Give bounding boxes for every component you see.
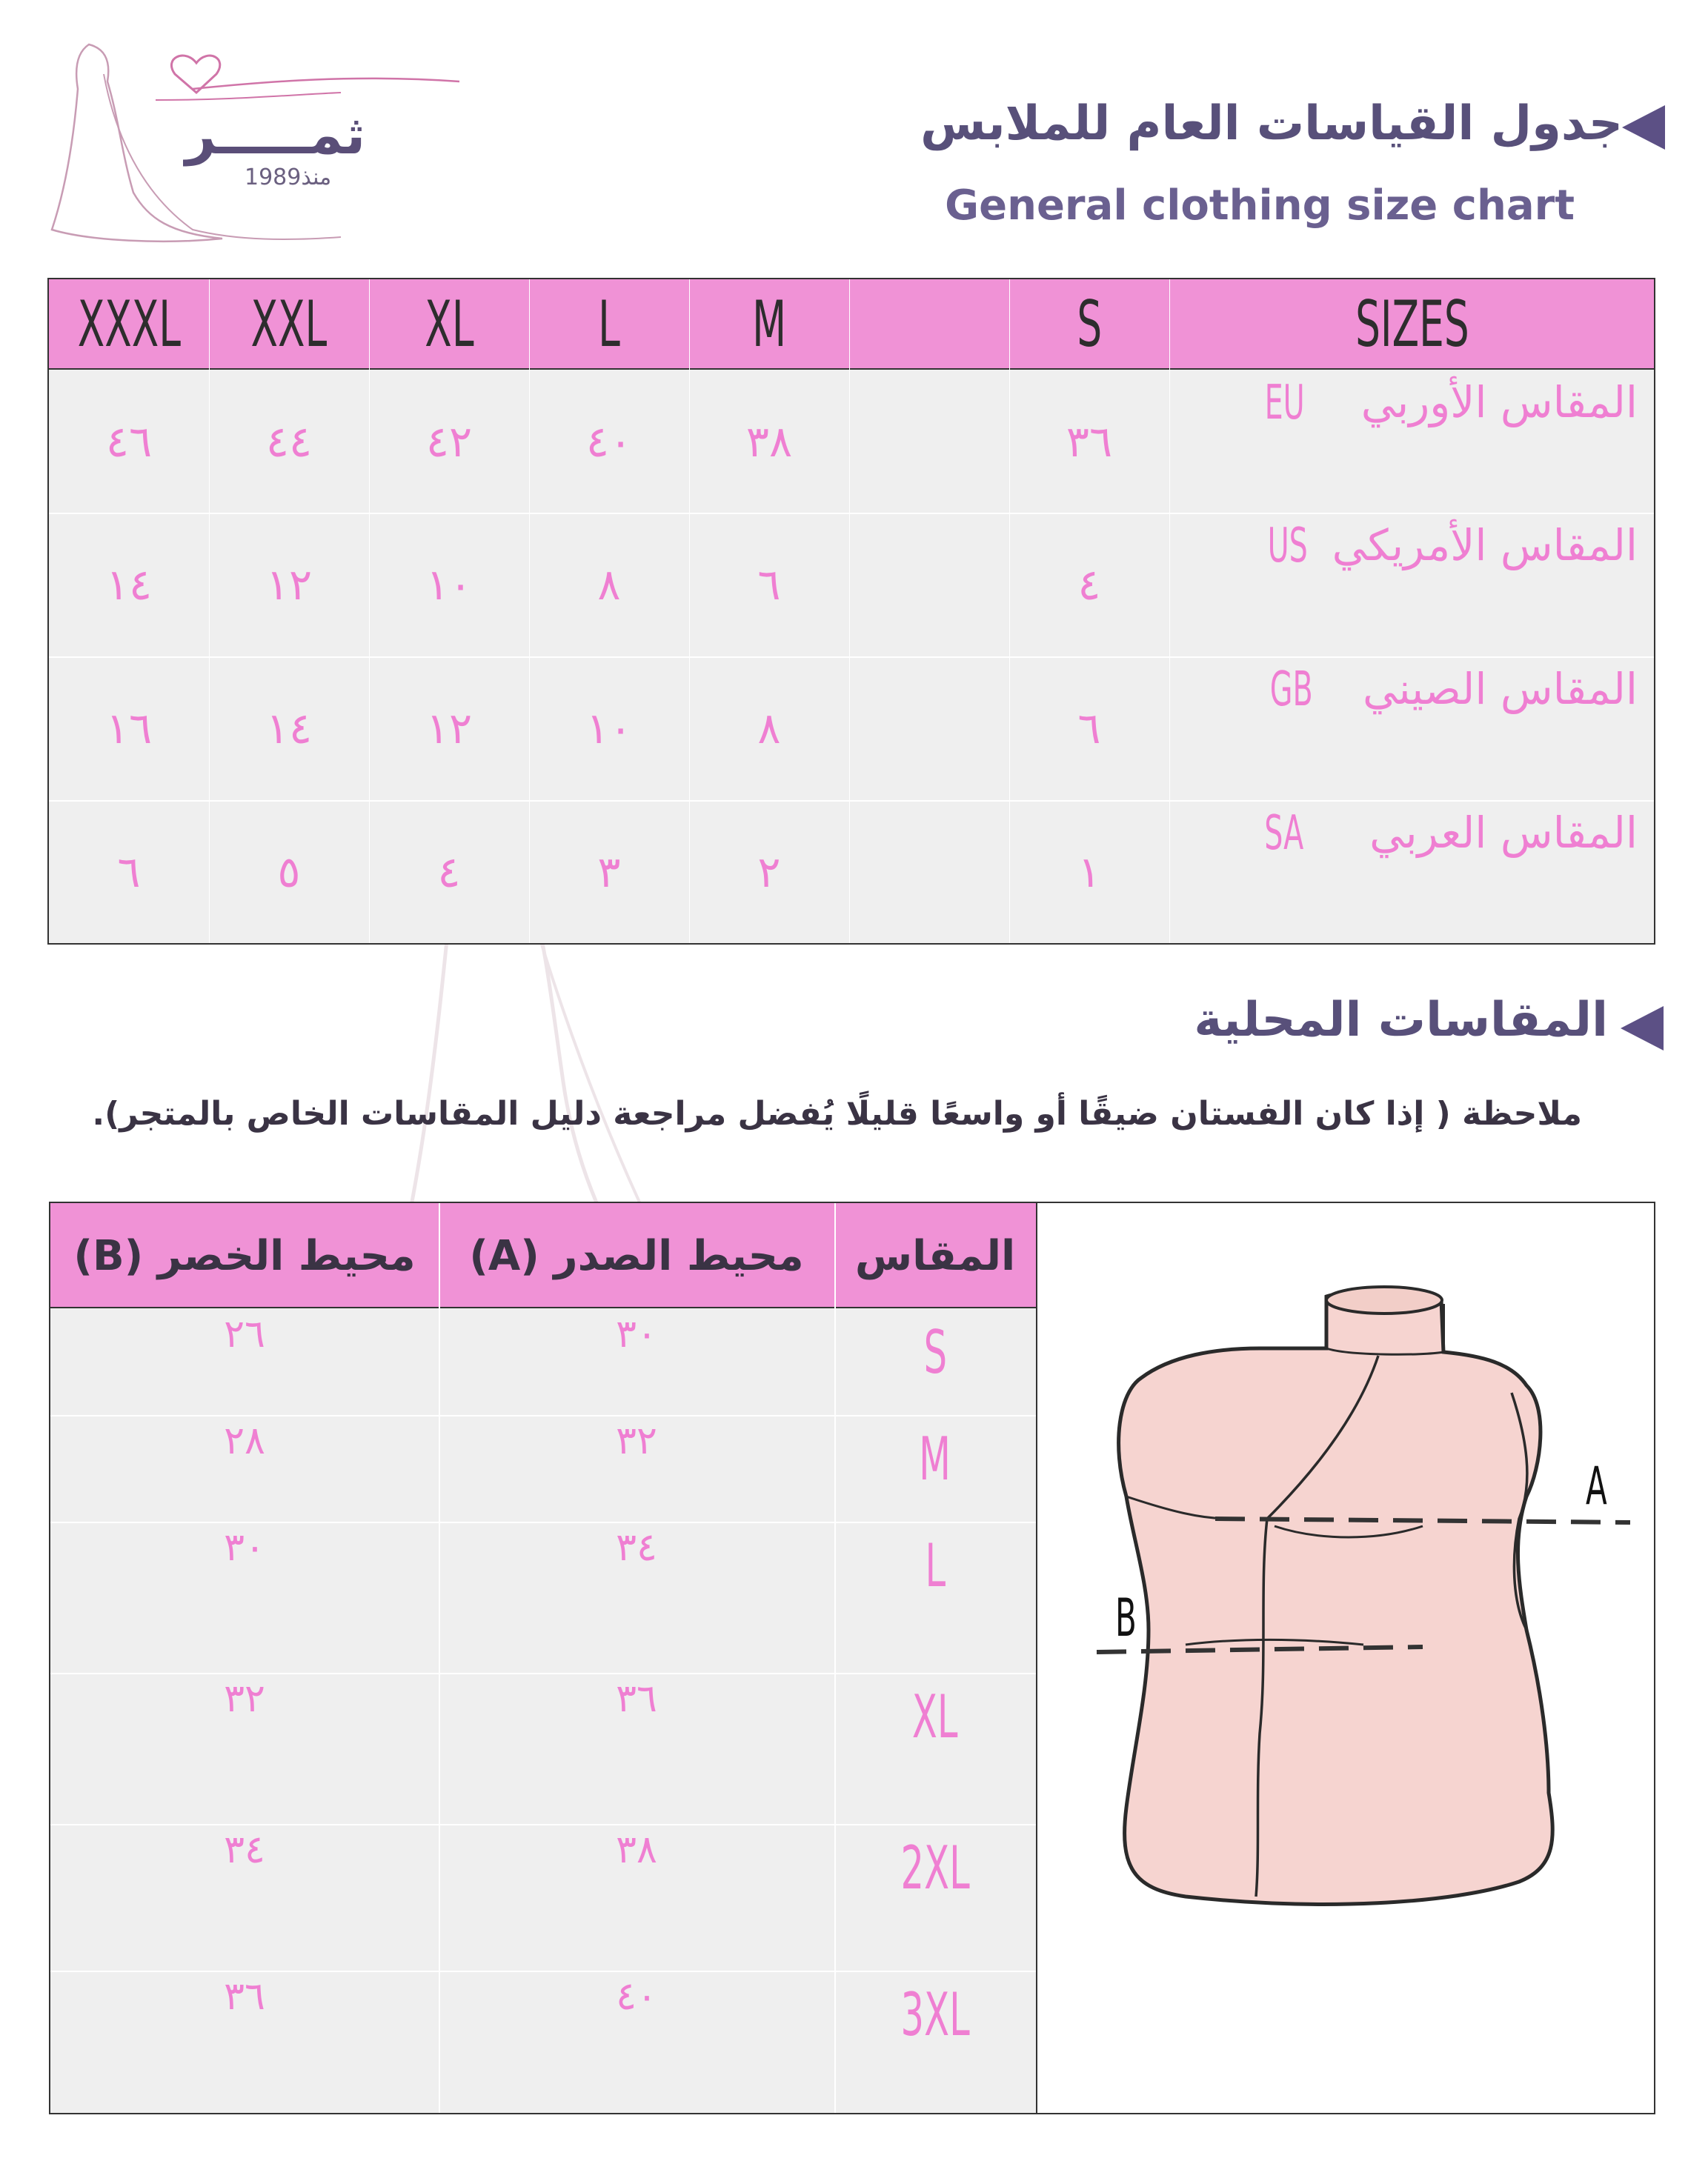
sizing-note: ملاحظة ( إذا كان الفستان ضيقًا أو واسعًا قليلًا يُفضل مراجعة دليل المقاسات الخاص بالمتجر). <box>92 1095 1582 1133</box>
size-value-cell: ٣٦ <box>1066 416 1113 467</box>
size-value-cell: ١٠ <box>585 703 633 753</box>
local-heading-arrow-icon <box>1621 1006 1664 1051</box>
bust-value-cell: ٣٦ <box>616 1677 657 1721</box>
header-size: المقاس <box>854 1231 1016 1280</box>
size-value-cell: ١٢ <box>265 559 313 610</box>
row-label: المقاس العربي <box>1369 808 1638 858</box>
size-value-cell: ١٠ <box>425 559 473 610</box>
size-value-cell: 3XL <box>900 1980 970 2049</box>
size-value-cell: ٤٤ <box>265 416 313 467</box>
size-value-cell: ٤ <box>1077 559 1101 610</box>
size-value-cell: S <box>923 1318 947 1387</box>
size-value-cell: ٣ <box>597 847 621 897</box>
column-header-m: M <box>751 287 786 362</box>
waist-value-cell: ٣٠ <box>224 1525 265 1570</box>
heading-arrow-icon <box>1622 105 1665 150</box>
row-code: GB <box>1269 662 1313 717</box>
column-header-l: L <box>598 287 620 362</box>
size-value-cell: ١ <box>1077 847 1101 897</box>
bust-value-cell: ٣٢ <box>616 1419 657 1463</box>
page-subtitle: General clothing size chart <box>945 182 1575 230</box>
header-bust: محيط الصدر (A) <box>469 1231 804 1280</box>
column-header-s: S <box>1077 287 1102 362</box>
waist-value-cell: ٣٦ <box>224 1974 265 2019</box>
waist-value-cell: ٣٢ <box>224 1677 265 1721</box>
row-code: US <box>1267 519 1308 573</box>
bust-value-cell: ٤٠ <box>616 1974 657 2019</box>
size-value-cell: ٥ <box>277 847 301 897</box>
size-value-cell <box>849 656 1009 800</box>
size-value-cell: ٦ <box>117 847 141 897</box>
size-value-cell: ١٢ <box>425 703 473 753</box>
column-header-xxxl: XXXL <box>77 287 181 362</box>
local-table-grid <box>50 1203 1037 2113</box>
page-title: جدول القياسات العام للملابس <box>920 96 1623 151</box>
row-label: المقاس الصيني <box>1363 664 1638 714</box>
size-value-cell: 2XL <box>900 1834 970 1902</box>
size-value-cell <box>849 370 1009 513</box>
size-value-cell: XL <box>912 1682 958 1751</box>
size-value-cell <box>849 513 1009 656</box>
row-code: EU <box>1264 376 1305 430</box>
size-value-cell: ١٤ <box>265 703 313 753</box>
bust-value-cell: ٣٤ <box>616 1525 657 1570</box>
label-a: A <box>1586 1455 1607 1517</box>
row-label: المقاس الأوربي <box>1360 377 1638 427</box>
waist-value-cell: ٣٤ <box>224 1828 265 1872</box>
size-value-cell <box>849 800 1009 944</box>
size-value-cell: ٣٨ <box>745 416 793 467</box>
row-label: المقاس الأمريكي <box>1332 520 1638 570</box>
bust-value-cell: ٣٠ <box>616 1312 657 1356</box>
size-value-cell: ٦ <box>1077 703 1101 753</box>
size-value-cell: ٤٠ <box>585 416 633 467</box>
size-value-cell: ١٦ <box>105 703 153 753</box>
size-value-cell: ٢ <box>757 847 781 897</box>
column-header-xl: XL <box>424 287 474 362</box>
size-value-cell: ٨ <box>597 559 621 610</box>
size-value-cell: ٤٦ <box>105 416 153 467</box>
dress-form-diagram <box>1037 1274 1645 1941</box>
size-value-cell: ٦ <box>757 559 781 610</box>
size-value-cell: ١٤ <box>105 559 153 610</box>
local-sizes-title: المقاسات المحلية <box>1194 993 1608 1048</box>
header-waist: محيط الخصر (B) <box>73 1231 416 1280</box>
size-value-cell: ٤٢ <box>425 416 473 467</box>
bust-value-cell: ٣٨ <box>616 1828 657 1872</box>
waist-value-cell: ٢٨ <box>224 1419 265 1463</box>
size-value-cell: M <box>919 1425 951 1494</box>
brand-since: منذ1989 <box>245 164 332 190</box>
column-header-empty <box>849 279 1009 370</box>
size-value-cell: L <box>925 1531 946 1600</box>
size-value-cell: ٨ <box>757 703 781 753</box>
size-value-cell: ٤ <box>437 847 461 897</box>
label-b: B <box>1115 1587 1137 1648</box>
general-size-table <box>47 278 1655 945</box>
column-header-sizes: SIZES <box>1355 287 1469 362</box>
waist-value-cell: ٢٦ <box>224 1312 265 1356</box>
column-header-xxl: XXL <box>250 287 328 362</box>
brand-name: ثمـــــر <box>185 104 366 166</box>
row-code: SA <box>1264 806 1304 861</box>
